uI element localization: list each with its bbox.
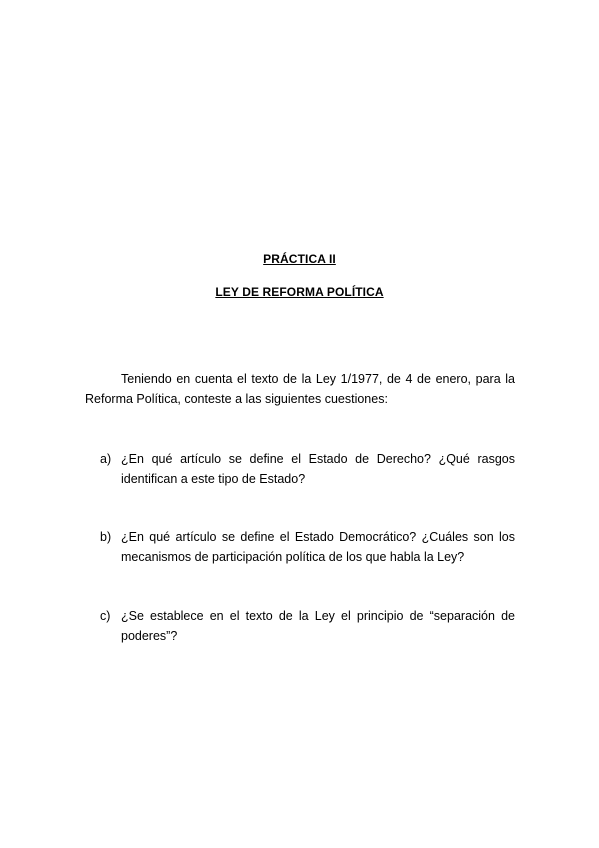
question-b xyxy=(100,527,515,567)
question-c xyxy=(100,606,515,646)
question-text: ¿Se establece en el texto de la Ley el principio de “separación de poderes”? xyxy=(121,609,515,643)
question-letter: b) xyxy=(100,530,112,544)
question-letter: a) xyxy=(100,452,112,466)
page-title: PRÁCTICA II xyxy=(263,252,336,266)
question-letter: c) xyxy=(100,609,111,623)
question-text: ¿En qué artículo se define el Estado de Derecho? ¿Qué rasgos identifican a este tipo de Estado? xyxy=(121,452,515,486)
intro-paragraph: Teniendo en cuenta el texto de la Ley 1/1977, de 4 de enero, para la Reforma Política, conteste a las siguientes cuestiones: xyxy=(85,372,515,406)
page-subtitle: LEY DE REFORMA POLÍTICA xyxy=(215,285,384,299)
question-text: ¿En qué artículo se define el Estado Democrático? ¿Cuáles son los mecanismos de participación política de los que habla la Ley? xyxy=(121,530,515,564)
question-a xyxy=(100,449,515,489)
